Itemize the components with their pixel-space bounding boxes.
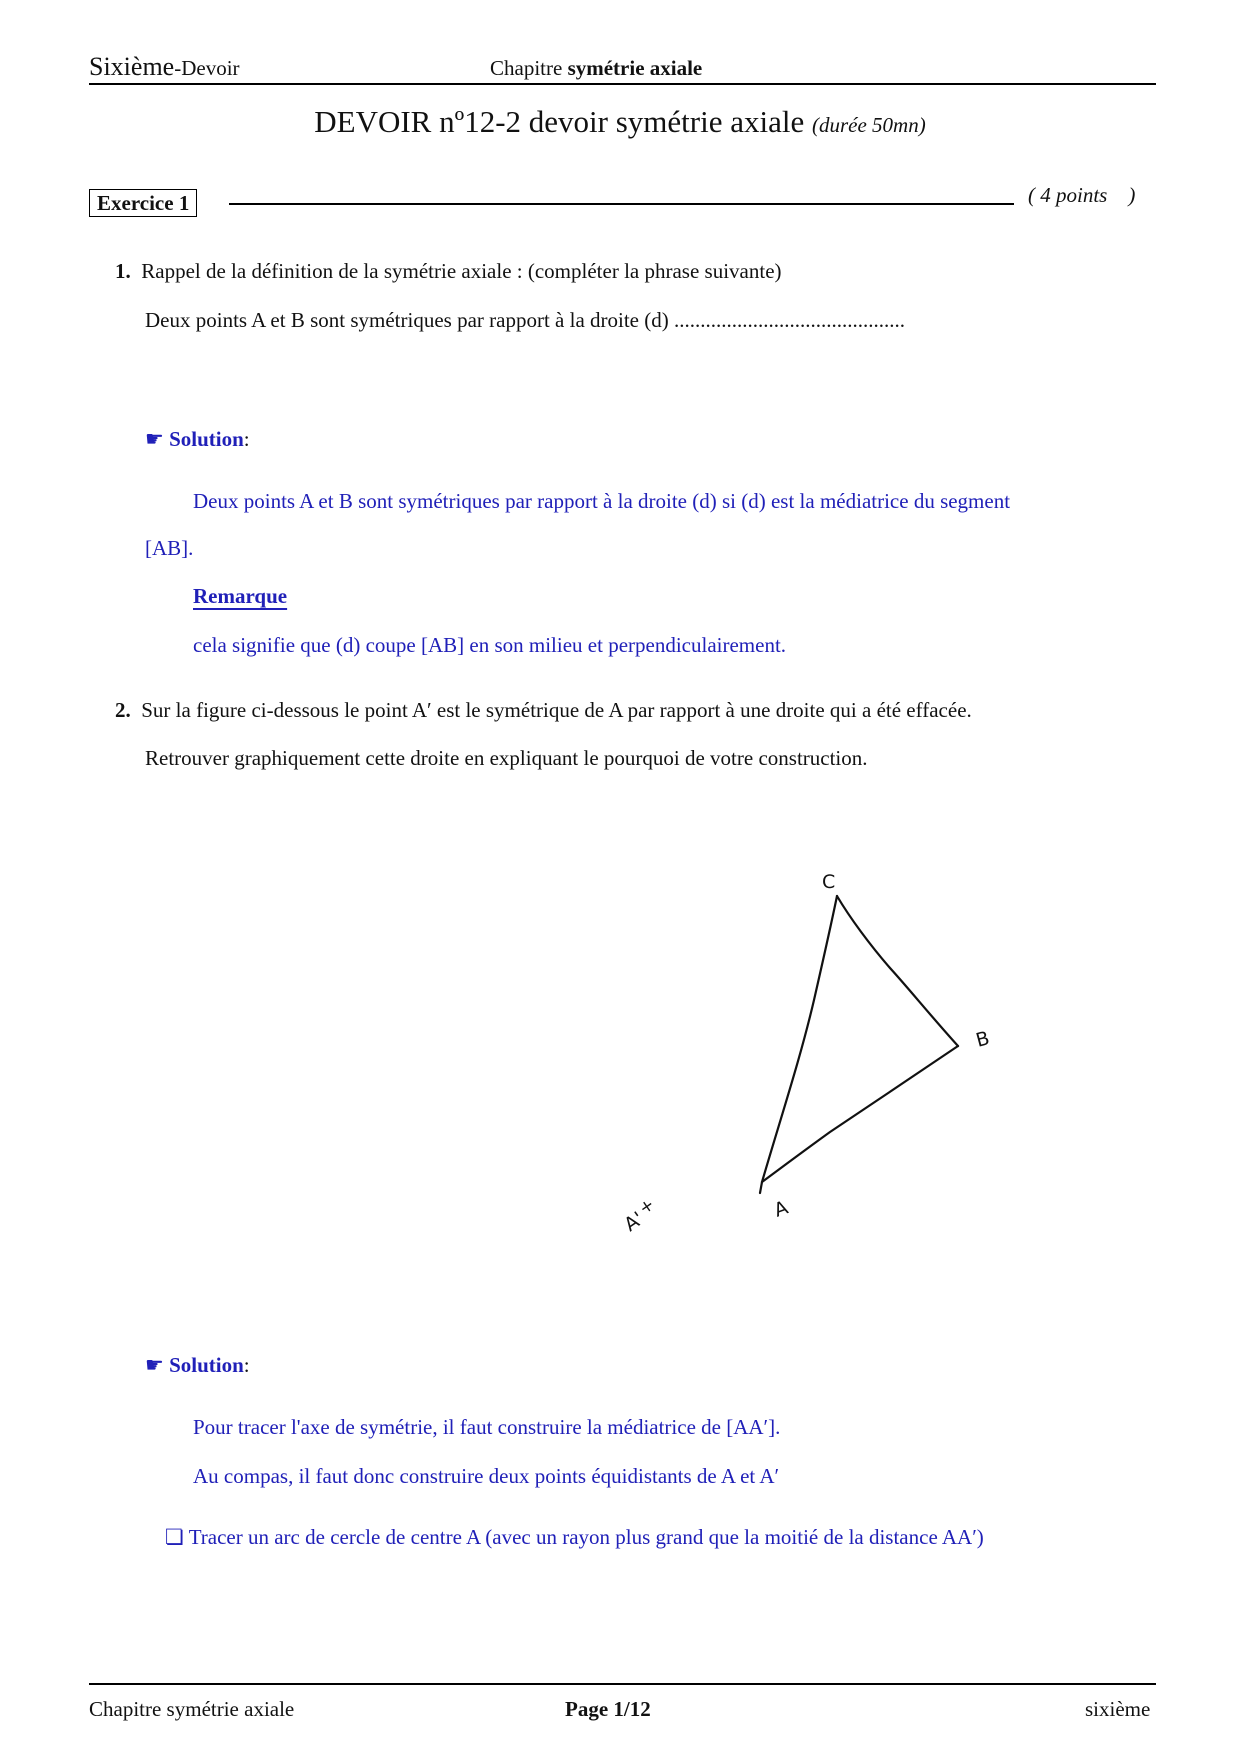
triangle-figure xyxy=(600,860,1020,1260)
label-c: C xyxy=(822,871,836,893)
header-chapter-prefix: Chapitre xyxy=(490,56,568,80)
exercise-label: Exercice 1 xyxy=(89,189,197,217)
q1-row xyxy=(115,258,782,284)
solution2-line2: Au compas, il faut donc construire deux points équidistants de A et A′ xyxy=(193,1464,780,1488)
header-level: Sixième xyxy=(89,52,175,81)
solution1-heading: ☛ Solution: xyxy=(145,427,250,451)
hand-pointing-icon: ☛ xyxy=(145,1353,164,1377)
q2-number: 2. xyxy=(115,698,131,722)
solution1-line2: [AB]. xyxy=(145,536,194,560)
remark-title: Remarque xyxy=(193,584,288,608)
page-title xyxy=(0,104,1240,140)
checkbox-icon: ❏ xyxy=(165,1525,184,1549)
solution2-bullet-text: Tracer un arc de cercle de centre A (avec un rayon plus grand que la moitié de la distance AA′) xyxy=(188,1525,984,1549)
solution1-line1: Deux points A et B sont symétriques par rapport à la droite (d) si (d) est la médiatrice du segment xyxy=(193,489,1011,513)
exercise-points: ( 4 points ) xyxy=(1028,183,1136,207)
header-chapter xyxy=(490,56,702,81)
solution2-heading: ☛ Solution: xyxy=(145,1353,250,1377)
point-a-prime-mark: + xyxy=(635,1194,659,1220)
footer-right: sixième xyxy=(1085,1697,1151,1721)
solution2-label: Solution xyxy=(169,1353,244,1377)
header-chapter-name: symétrie axiale xyxy=(567,56,703,80)
solution2-bullet xyxy=(165,1524,984,1550)
footer-left: Chapitre symétrie axiale xyxy=(89,1697,295,1721)
remark-text: cela signifie que (d) coupe [AB] en son milieu et perpendiculairement. xyxy=(193,633,787,657)
title-duration: (durée 50mn) xyxy=(812,113,926,137)
header-left xyxy=(89,52,240,82)
exercise-rule xyxy=(229,203,1014,205)
q1-text: Rappel de la définition de la symétrie axiale : (compléter la phrase suivante) xyxy=(141,259,782,283)
hand-pointing-icon: ☛ xyxy=(145,427,164,451)
q2-line2: Retrouver graphiquement cette droite en expliquant le pourquoi de votre construction. xyxy=(145,746,868,770)
q2-line1: Sur la figure ci-dessous le point A′ est le symétrique de A par rapport à une droite qui a été effacée. xyxy=(141,698,972,722)
label-a-prime: A' xyxy=(620,1207,648,1237)
label-b: B xyxy=(973,1027,992,1052)
footer-page-number: Page 1/12 xyxy=(565,1697,651,1721)
header-type: -Devoir xyxy=(174,56,240,80)
solution2-line1: Pour tracer l'axe de symétrie, il faut construire la médiatrice de [AA′]. xyxy=(193,1415,781,1439)
label-a: A xyxy=(771,1196,791,1222)
q2-row xyxy=(115,697,972,723)
footer-rule xyxy=(89,1683,1156,1685)
side-cb xyxy=(837,896,958,1046)
q1-sentence: Deux points A et B sont symétriques par rapport à la droite (d) ............................................ xyxy=(145,308,905,332)
side-ba xyxy=(762,1046,958,1182)
q1-number: 1. xyxy=(115,259,131,283)
title-main: DEVOIR nº12-2 devoir symétrie axiale xyxy=(314,104,805,139)
header-rule xyxy=(89,83,1156,85)
solution1-label: Solution xyxy=(169,427,244,451)
side-ac xyxy=(760,896,837,1193)
